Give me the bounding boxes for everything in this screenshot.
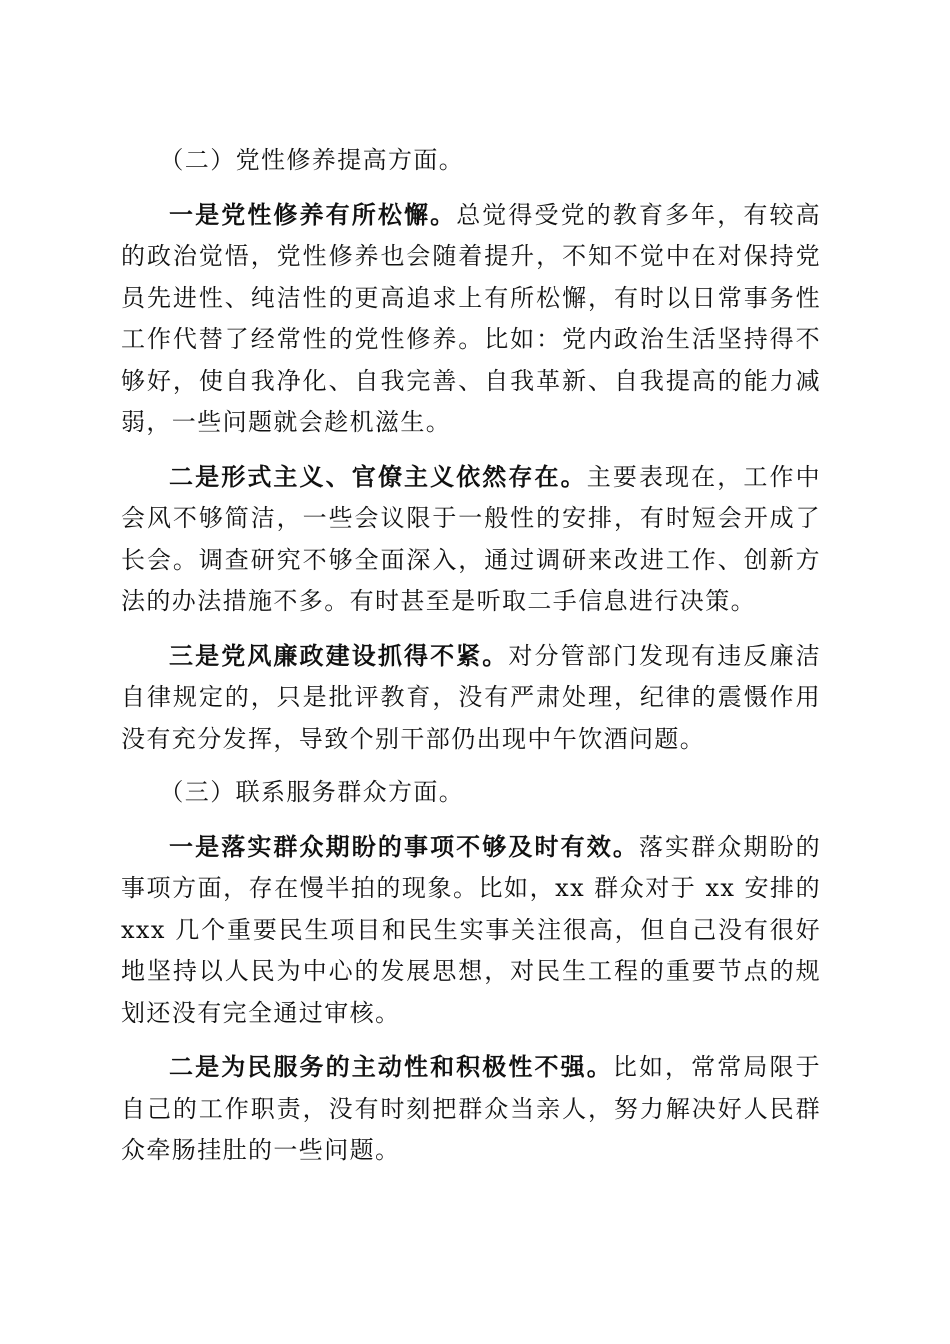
paragraph-clean-governance — [121, 635, 821, 761]
paragraph-body: 落实群众期盼的事项方面，存在慢半拍的现象。比如，xx 群众对于 xx 安排的 xxx 几个重要民生项目和民生实事关注很高，但自己没有很好地坚持以人民为中心的发展思想，对民生工程的重要节点的规划还没有完全通过审核。 — [121, 832, 821, 1027]
document-page — [121, 140, 821, 1172]
paragraph-lead: 三是党风廉政建设抓得不紧。 — [169, 640, 509, 670]
paragraph-lead: 二是形式主义、官僚主义依然存在。 — [169, 461, 587, 491]
paragraph-formalism-bureaucracy — [121, 456, 821, 623]
paragraph-party-spirit-slack — [121, 194, 821, 444]
paragraph-body: 总觉得受党的教育多年，有较高的政治觉悟，党性修养也会随着提升，不知不觉中在对保持党员先进性、纯洁性的更高追求上有所松懈，有时以日常事务性工作代替了经常性的党性修养。比如：党内政治生活坚持得不够好，使自我净化、自我完善、自我革新、自我提高的能力减弱，一些问题就会趁机滋生。 — [121, 200, 821, 436]
paragraph-body: 主要表现在，工作中会风不够简洁，一些会议限于一般性的安排，有时短会开成了长会。调查研究不够全面深入，通过调研来改进工作、创新方法的办法措施不多。有时甚至是听取二手信息进行决策。 — [121, 462, 821, 615]
paragraph-public-expectations — [121, 826, 821, 1035]
section-heading-3: （三）联系服务群众方面。 — [159, 778, 465, 806]
paragraph-body: 比如，常常局限于自己的工作职责，没有时刻把群众当亲人，努力解决好人民群众牵肠挂肚的一些问题。 — [121, 1053, 821, 1164]
paragraph-body: 对分管部门发现有违反廉洁自律规定的，只是批评教育，没有严肃处理，纪律的震慑作用没有充分发挥，导致个别干部仍出现中午饮酒问题。 — [121, 641, 821, 753]
paragraph-lead: 二是为民服务的主动性和积极性不强。 — [169, 1052, 613, 1081]
paragraph-service-initiative — [121, 1046, 821, 1172]
paragraph-lead: 一是党性修养有所松懈。 — [169, 199, 457, 229]
section-heading-2: （二）党性修养提高方面。 — [159, 146, 465, 174]
paragraph-lead: 一是落实群众期盼的事项不够及时有效。 — [169, 831, 639, 861]
